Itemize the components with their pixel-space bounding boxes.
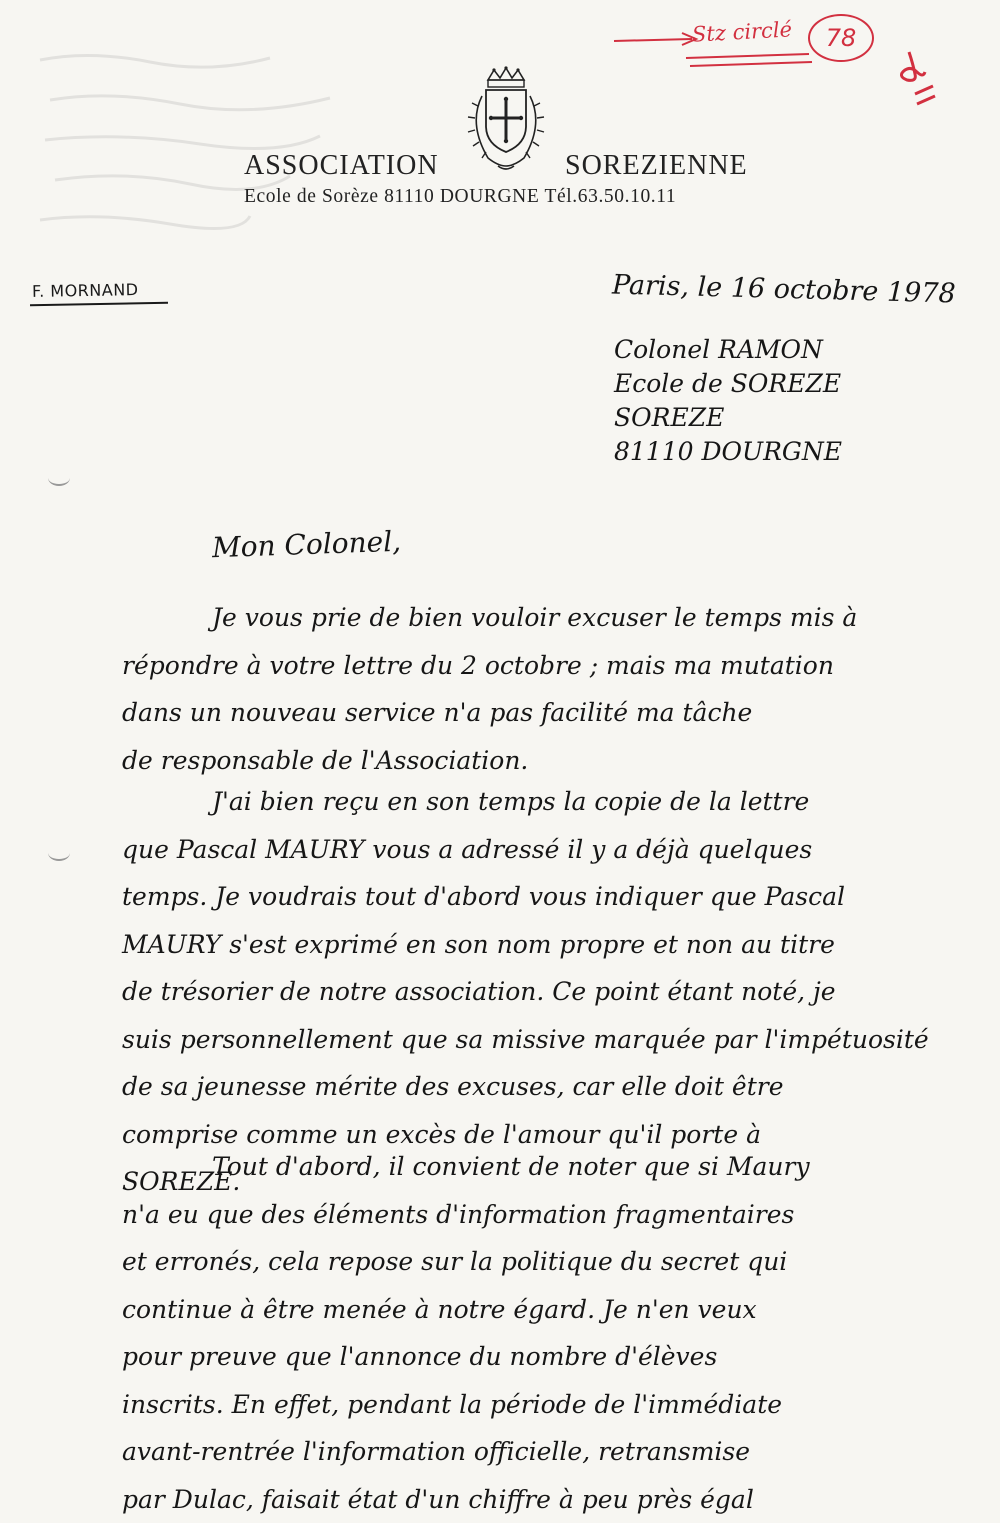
recipient-tag: F. MORNAND — [32, 280, 139, 301]
punch-hole-mark — [48, 845, 70, 861]
letterhead-sorezienne: SOREZIENNE — [565, 150, 748, 182]
text-line: que Pascal MAURY vous a adressé il y a déjà quelques — [122, 826, 982, 874]
paragraph-2 — [122, 778, 982, 1206]
recipient-tag-underline — [30, 302, 168, 306]
letterhead-association: ASSOCIATION — [244, 150, 439, 182]
recipient-line: 81110 DOURGNE — [614, 435, 842, 469]
letterhead-address: Ecole de Sorèze 81110 DOURGNE Tél.63.50.10.11 — [244, 186, 676, 208]
salutation: Mon Colonel, — [211, 525, 401, 565]
text-line: continue à être menée à notre égard. Je n'en veux — [122, 1286, 982, 1334]
paragraph-1 — [122, 594, 982, 784]
red-reference-note: Stz circlé — [691, 17, 792, 46]
show-through-marks — [30, 40, 350, 240]
text-line: répondre à votre lettre du 2 octobre ; mais ma mutation — [122, 642, 982, 690]
text-line: Tout d'abord, il convient de noter que si Maury — [122, 1143, 982, 1191]
recipient-line: SOREZE — [614, 401, 842, 435]
text-line: de responsable de l'Association. — [122, 737, 982, 785]
text-line: SOREZE. — [122, 1158, 982, 1206]
text-line: de sa jeunesse mérite des excuses, car elle doit être — [122, 1063, 982, 1111]
text-line: de trésorier de notre association. Ce point étant noté, je — [122, 968, 982, 1016]
text-line: avant-rentrée l'information officielle, retransmise — [122, 1428, 982, 1476]
text-line: pour preuve que l'annonce du nombre d'élèves — [122, 1333, 982, 1381]
red-circled-number: 78 — [808, 14, 874, 62]
red-double-underline — [684, 50, 814, 74]
recipient-line: Colonel RAMON — [614, 333, 842, 367]
text-line: comprise comme un excès de l'amour qu'il porte à — [122, 1111, 982, 1159]
text-line: et erronés, cela repose sur la politique du secret qui — [122, 1238, 982, 1286]
text-line: Je vous prie de bien vouloir excuser le temps mis à — [122, 594, 982, 642]
recipient-line: Ecole de SOREZE — [614, 367, 842, 401]
red-check-mark-icon — [895, 42, 945, 112]
text-line: suis personnellement que sa missive marquée par l'impétuosité — [122, 1016, 982, 1064]
text-line: J'ai bien reçu en son temps la copie de la lettre — [122, 778, 982, 826]
paragraph-3 — [122, 1143, 982, 1523]
punch-hole-mark — [48, 470, 70, 486]
letter-date: Paris, le 16 octobre 1978 — [612, 270, 956, 310]
text-line: n'a eu que des éléments d'information fragmentaires — [122, 1191, 982, 1239]
text-line: inscrits. En effet, pendant la période de l'immédiate — [122, 1381, 982, 1429]
recipient-address — [614, 333, 842, 469]
text-line: MAURY s'est exprimé en son nom propre et non au titre — [122, 921, 982, 969]
red-arrow-icon — [612, 30, 702, 50]
text-line: par Dulac, faisait état d'un chiffre à peu près égal — [122, 1476, 982, 1523]
text-line: dans un nouveau service n'a pas facilité ma tâche — [122, 689, 982, 737]
association-crest-icon — [458, 66, 554, 174]
text-line: temps. Je voudrais tout d'abord vous indiquer que Pascal — [122, 873, 982, 921]
